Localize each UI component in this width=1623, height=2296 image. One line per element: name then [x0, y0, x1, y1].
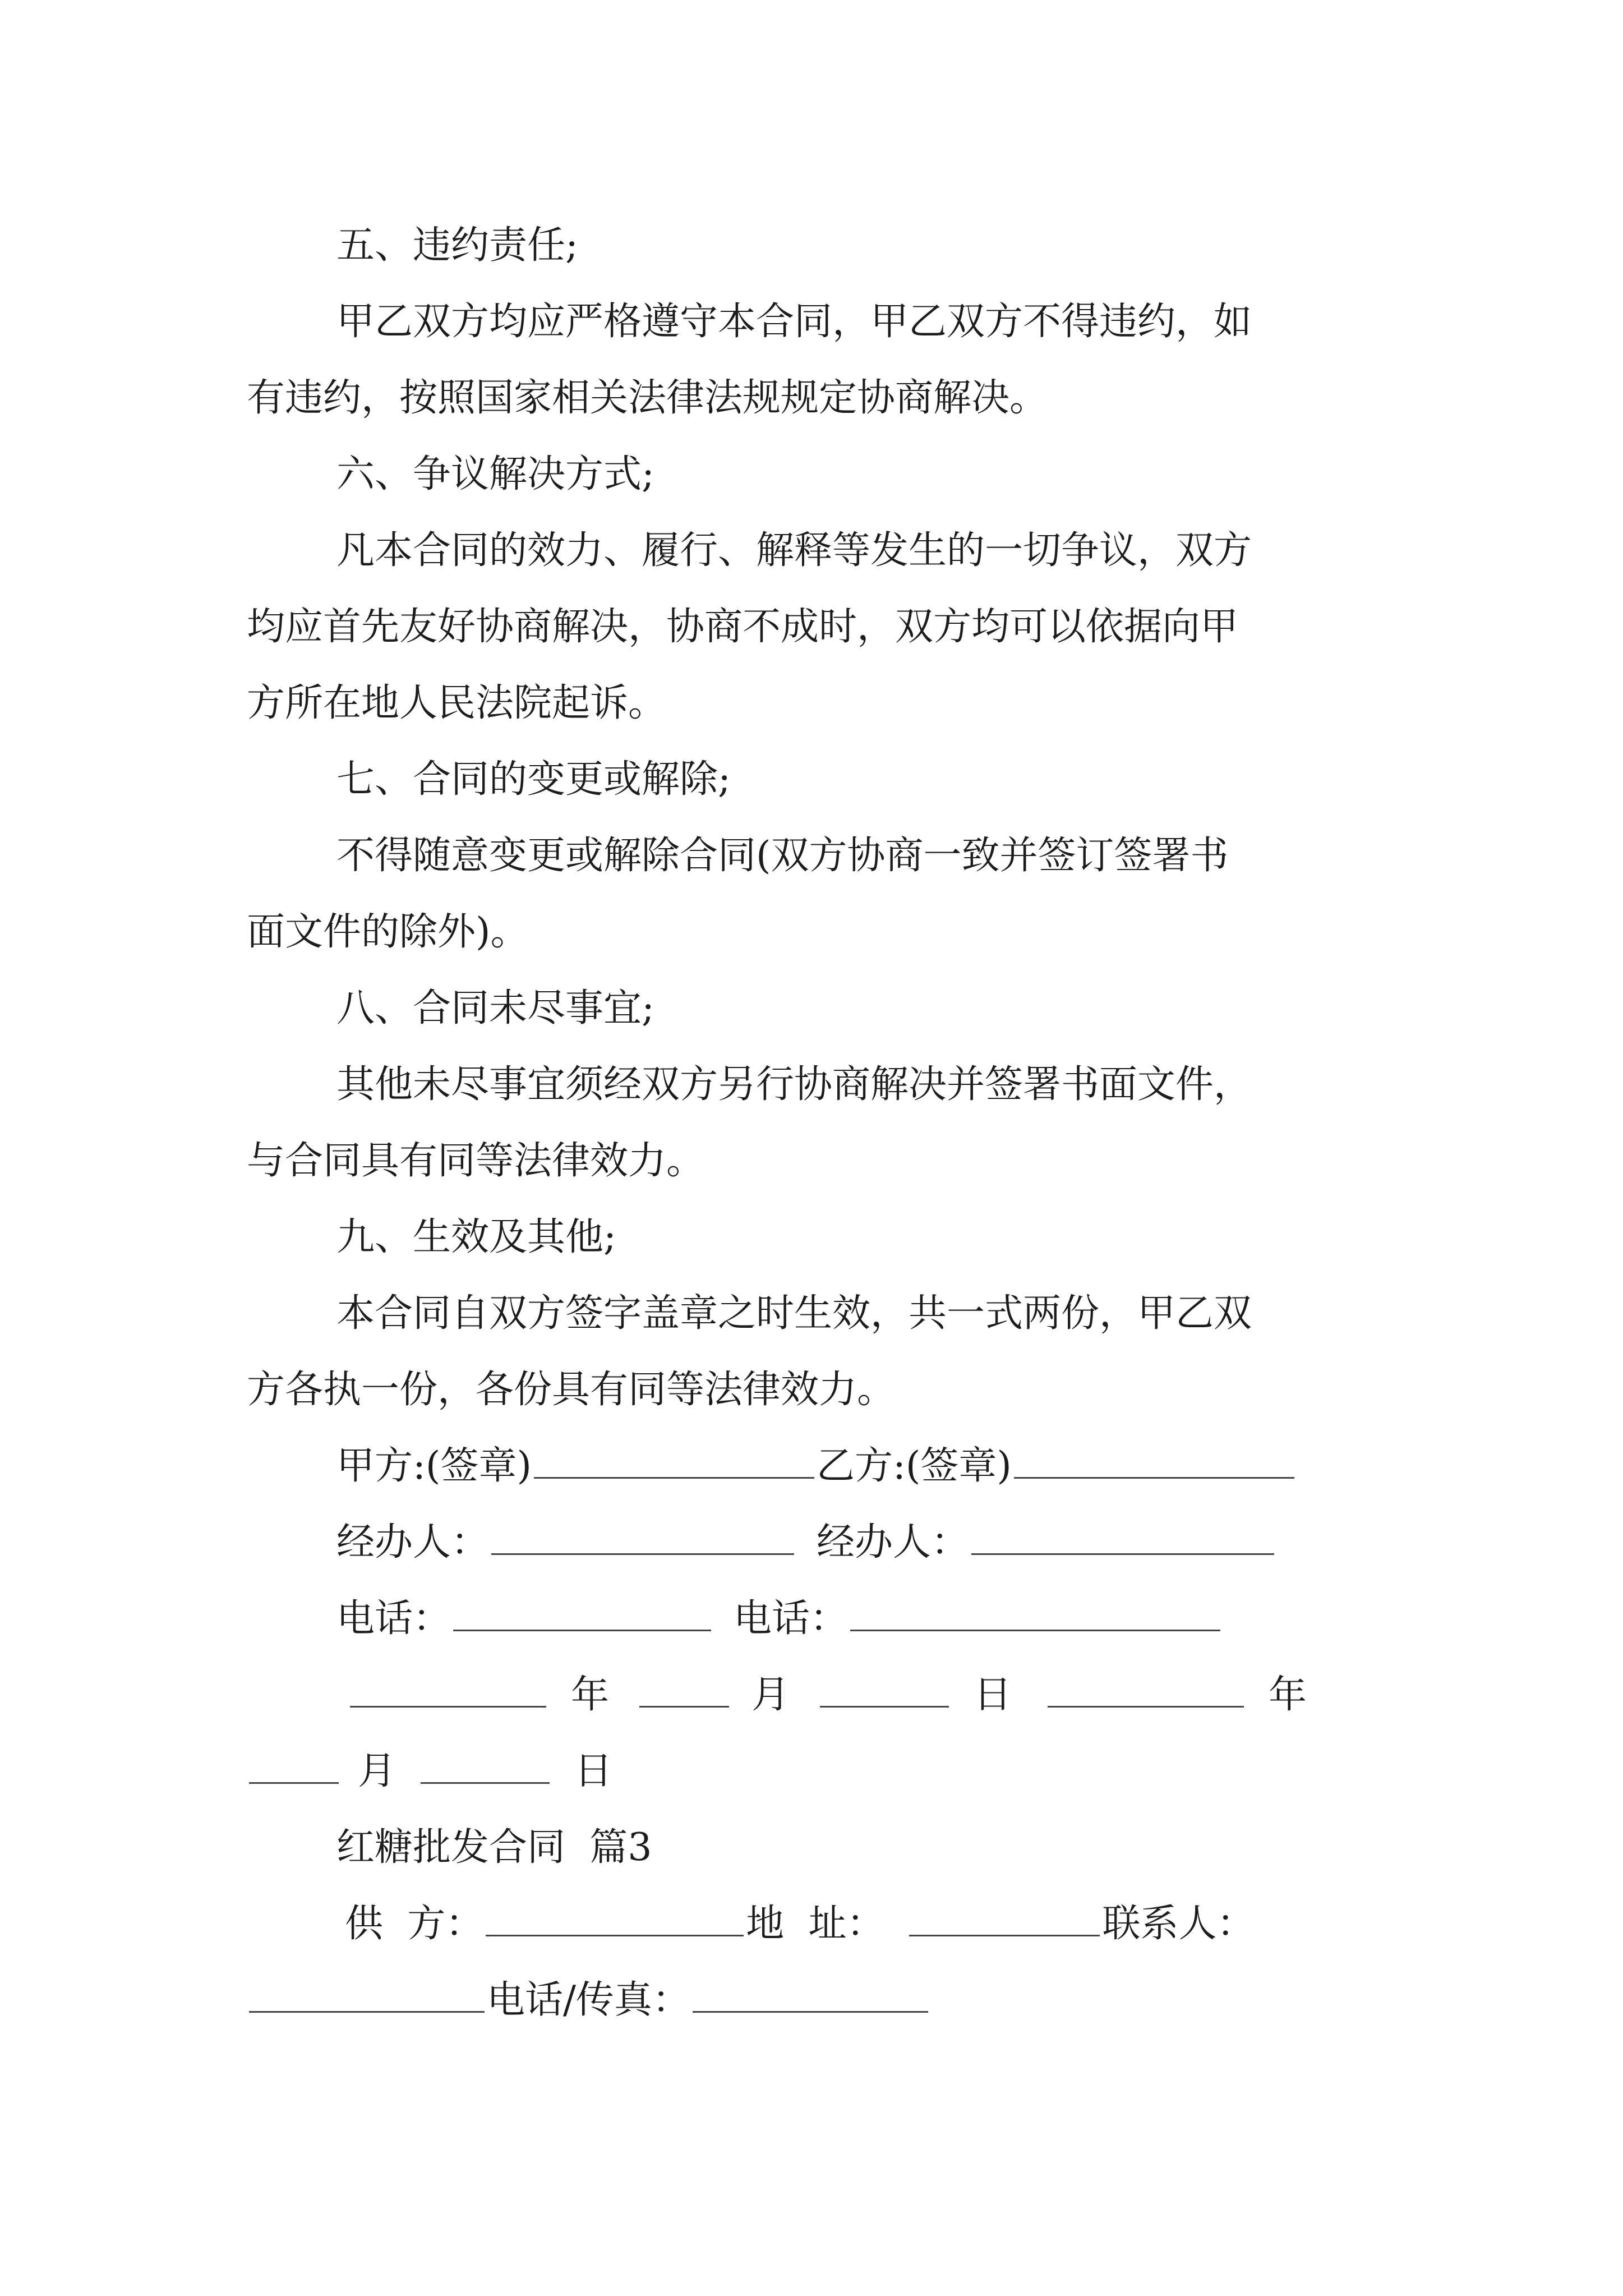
- next-contract-phone-row: [247, 1972, 930, 2028]
- section-heading: 九、生效及其他;: [336, 1215, 616, 1259]
- supplier-label: 供 方：: [345, 1902, 484, 1946]
- section-heading: 八、合同未尽事宜;: [336, 986, 654, 1030]
- signature-row-parties: [336, 1438, 1297, 1494]
- phone-a-label: 电话：: [336, 1596, 451, 1641]
- next-contract-party-row: [345, 1896, 1255, 1952]
- year-label: 年: [571, 1673, 610, 1717]
- agent-b-blank[interactable]: [971, 1549, 1274, 1555]
- paragraph-line: 均应首先友好协商解决，协商不成时，双方均可以依据向甲: [247, 605, 1239, 649]
- paragraph-line: 不得随意变更或解除合同(双方协商一致并签订签署书: [336, 834, 1229, 878]
- date-row: [348, 1667, 1307, 1723]
- address-blank[interactable]: [909, 1930, 1100, 1936]
- agent-b-label: 经办人：: [817, 1520, 970, 1565]
- party-b-label: 乙方:(签章): [816, 1444, 1012, 1488]
- year-label: 年: [1269, 1673, 1307, 1717]
- section-heading: 六、争议解决方式;: [336, 452, 654, 496]
- agent-a-blank[interactable]: [491, 1549, 794, 1555]
- paragraph-line: 方各执一份，各份具有同等法律效力。: [247, 1368, 896, 1412]
- phone-b-blank[interactable]: [850, 1625, 1220, 1631]
- month-label: 月: [358, 1749, 396, 1793]
- phone-fax-blank[interactable]: [693, 2007, 928, 2013]
- paragraph-line: 本合同自双方签字盖章之时生效，共一式两份，甲乙双: [336, 1291, 1252, 1336]
- party-a-signature-blank[interactable]: [534, 1473, 814, 1479]
- supplier-blank[interactable]: [486, 1930, 744, 1936]
- paragraph-line: 有违约，按照国家相关法律法规规定协商解决。: [247, 376, 1048, 420]
- phone-b-label: 电话：: [734, 1596, 849, 1641]
- paragraph-line: 与合同具有同等法律效力。: [247, 1139, 705, 1183]
- day-label: 日: [974, 1673, 1012, 1717]
- date-b-year-blank[interactable]: [1048, 1701, 1244, 1708]
- date-b-month-blank[interactable]: [249, 1778, 339, 1784]
- date-b-day-blank[interactable]: [421, 1778, 550, 1784]
- phone-a-blank[interactable]: [453, 1625, 711, 1631]
- contact-blank[interactable]: [249, 2007, 485, 2013]
- section-heading: 七、合同的变更或解除;: [336, 757, 731, 802]
- address-label: 地 址：: [746, 1902, 885, 1946]
- party-a-label: 甲方:(签章): [336, 1444, 532, 1488]
- date-a-day-blank[interactable]: [820, 1701, 949, 1708]
- paragraph-line: 方所在地人民法院起诉。: [247, 681, 667, 725]
- date-a-year-blank[interactable]: [350, 1701, 546, 1708]
- day-label: 日: [574, 1749, 613, 1793]
- next-contract-title: 红糖批发合同 篇3: [336, 1825, 652, 1870]
- paragraph-line: 凡本合同的效力、履行、解释等发生的一切争议，双方: [336, 528, 1252, 573]
- paragraph-line: 面文件的除外)。: [247, 910, 529, 954]
- month-label: 月: [751, 1673, 790, 1717]
- agent-a-label: 经办人：: [336, 1520, 490, 1565]
- phone-fax-label: 电话/传真：: [487, 1978, 690, 2022]
- paragraph-line: 甲乙双方均应严格遵守本合同，甲乙双方不得违约，如: [336, 300, 1252, 344]
- signature-row-agents: [336, 1515, 1276, 1571]
- signature-row-phones: [336, 1591, 1223, 1647]
- date-row-continued: [247, 1743, 612, 1800]
- section-heading: 五、违约责任;: [336, 223, 578, 268]
- party-b-signature-blank[interactable]: [1014, 1473, 1294, 1479]
- date-a-month-blank[interactable]: [639, 1701, 729, 1708]
- paragraph-line: 其他未尽事宜须经双方另行协商解决并签署书面文件，: [336, 1062, 1252, 1107]
- contact-label: 联系人：: [1102, 1902, 1255, 1946]
